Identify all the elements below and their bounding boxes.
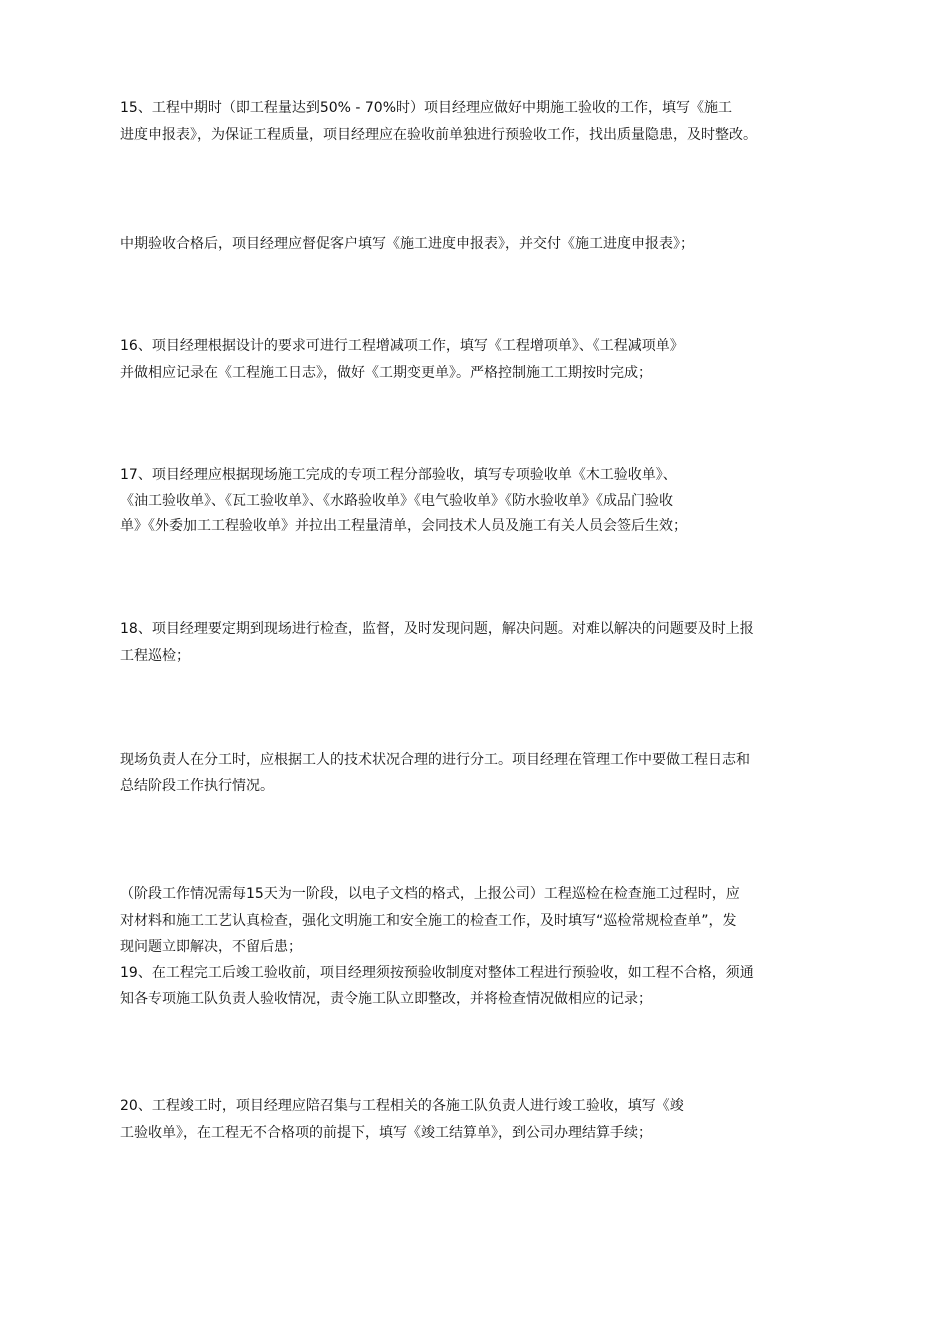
midterm-acceptance-line: 中期验收合格后，项目经理应督促客户填写《施工进度申报表》，并交付《施工进度申报表》； <box>120 236 694 252</box>
inspection-line-2: 对材料和施工工艺认真检查，强化文明施工和安全施工的检查工作，及时填写“巡检常规检查单”，发 <box>120 913 737 929</box>
item-19-line-1: 19、在工程完工后竣工验收前，项目经理须按预验收制度对整体工程进行预验收，如工程不合格，须通 <box>120 965 754 981</box>
item-16-line-2: 并做相应记录在《工程施工日志》，做好《工期变更单》。严格控制施工工期按时完成； <box>120 365 652 381</box>
inspection-line-1: （阶段工作情况需每15天为一阶段，以电子文档的格式，上报公司）工程巡检在检查施工过程时，应 <box>120 886 740 902</box>
item-15-line-1: 15、工程中期时（即工程量达到50% - 70%时）项目经理应做好中期施工验收的工作，填写《施工 <box>120 100 732 116</box>
item-16-line-1: 16、项目经理根据设计的要求可进行工程增减项工作，填写《工程增项单》、《工程减项单》 <box>120 338 684 354</box>
item-17-line-3: 单》《外委加工工程验收单》并拉出工程量清单，会同技术人员及施工有关人员会签后生效； <box>120 518 687 534</box>
site-leader-line-1: 现场负责人在分工时，应根据工人的技术状况合理的进行分工。项目经理在管理工作中要做工程日志和 <box>120 752 750 768</box>
item-17-line-2: 《油工验收单》、《瓦工验收单》、《水路验收单》《电气验收单》《防水验收单》《成品门验收 <box>120 493 673 509</box>
item-20-line-2: 工验收单》，在工程无不合格项的前提下，填写《竣工结算单》，到公司办理结算手续； <box>120 1125 652 1141</box>
item-20-line-1: 20、工程竣工时，项目经理应陪召集与工程相关的各施工队负责人进行竣工验收，填写《竣 <box>120 1098 684 1114</box>
item-18-line-1: 18、项目经理要定期到现场进行检查，监督，及时发现问题，解决问题。对难以解决的问题要及时上报 <box>120 621 754 637</box>
item-15-line-2: 进度申报表》，为保证工程质量，项目经理应在验收前单独进行预验收工作，找出质量隐患，及时整改。 <box>120 127 757 143</box>
item-18-line-2: 工程巡检； <box>120 648 190 664</box>
site-leader-line-2: 总结阶段工作执行情况。 <box>120 778 274 794</box>
inspection-line-3: 现问题立即解决，不留后患； <box>120 939 302 955</box>
item-19-line-2: 知各专项施工队负责人验收情况，责令施工队立即整改，并将检查情况做相应的记录； <box>120 991 652 1007</box>
item-17-line-1: 17、项目经理应根据现场施工完成的专项工程分部验收，填写专项验收单《木工验收单》、 <box>120 467 677 483</box>
